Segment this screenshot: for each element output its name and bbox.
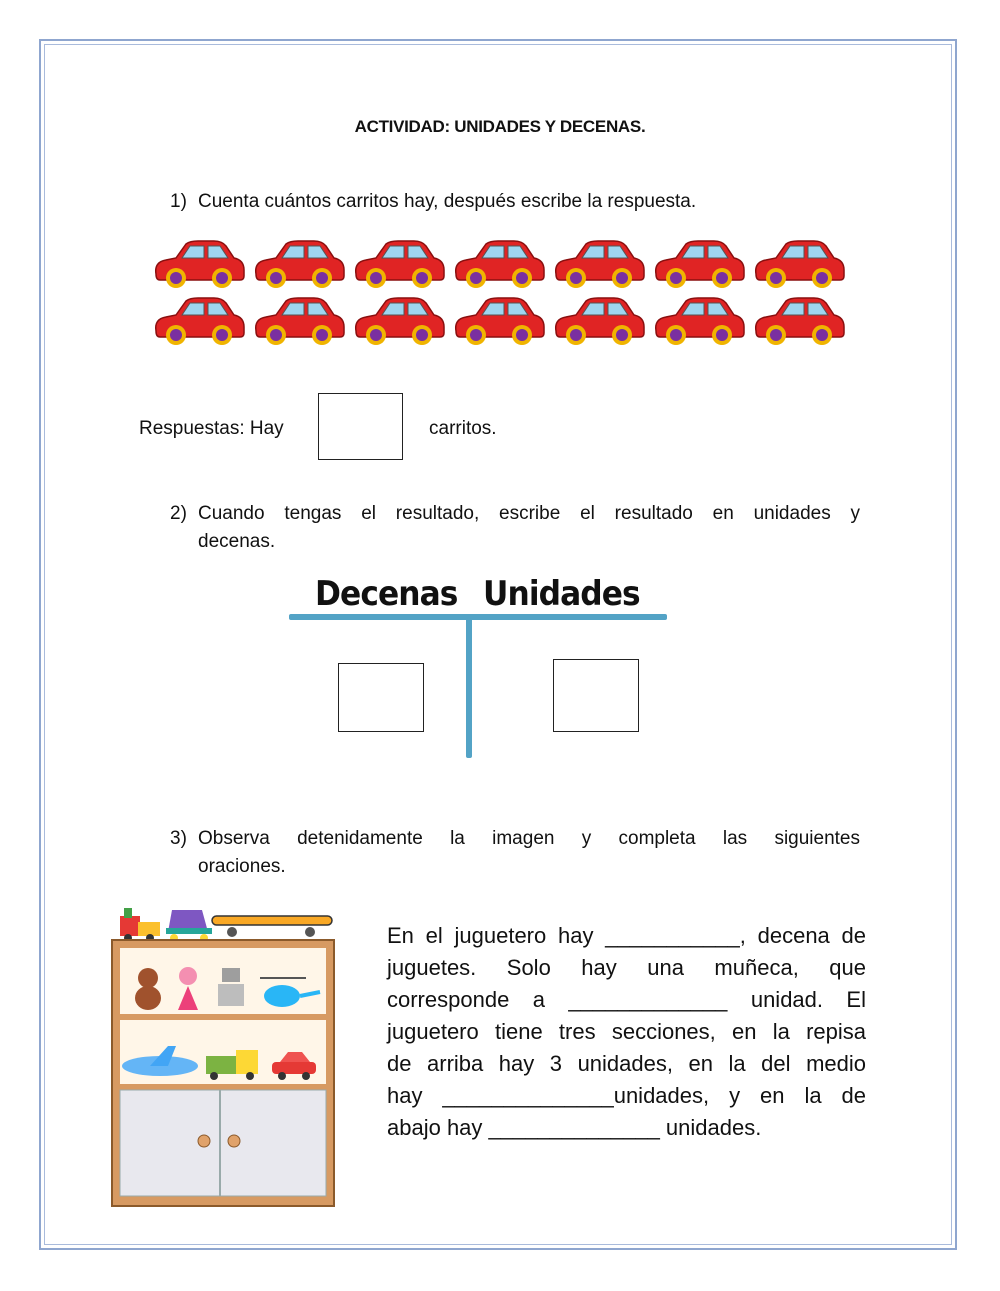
tens-answer-box[interactable] (338, 663, 424, 732)
car-icon (252, 240, 346, 290)
car-icon (252, 297, 346, 347)
answer-suffix: carritos. (429, 418, 497, 439)
paragraph-line-3: corresponde a _____________ unidad. El (387, 987, 866, 1012)
car-icon (352, 240, 446, 290)
answer-box[interactable] (318, 393, 403, 460)
car-icon (352, 297, 446, 347)
cars-illustration (152, 240, 852, 350)
tens-units-chart (285, 570, 675, 770)
car-icon (452, 240, 546, 290)
question-2-number: 2) (170, 503, 187, 524)
chart-horizontal-bar (289, 614, 667, 620)
question-3-line-2: oraciones. (198, 856, 286, 877)
toy-shelf-illustration (110, 898, 342, 1208)
car-icon (452, 297, 546, 347)
question-2-line-1: Cuando tengas el resultado, escribe el resultado en unidades y (198, 503, 860, 524)
car-icon (652, 297, 746, 347)
paragraph-line-7: abajo hay ______________ unidades. (387, 1115, 762, 1140)
question-1-number: 1) (170, 191, 187, 212)
car-icon (552, 240, 646, 290)
car-icon (752, 240, 846, 290)
paragraph-line-5: de arriba hay 3 unidades, en la del medio (387, 1051, 866, 1076)
car-icon (652, 240, 746, 290)
question-2-text (198, 500, 860, 556)
roller-skate-icon (166, 910, 212, 942)
activity-title: ACTIVIDAD: UNIDADES Y DECENAS. (354, 117, 646, 136)
question-3-line-1: Observa detenidamente la imagen y completa las siguientes (198, 828, 860, 849)
paragraph-line-4: juguetero tiene tres secciones, en la repisa (387, 1019, 866, 1044)
paragraph-line-2: juguetes. Solo hay una muñeca, que (387, 955, 866, 980)
fill-in-paragraph (387, 920, 866, 1144)
car-icon (752, 297, 846, 347)
car-icon (152, 240, 246, 290)
answer-label: Respuestas: Hay (139, 418, 284, 439)
paragraph-line-6: hay ______________unidades, y en la de (387, 1083, 866, 1108)
chart-vertical-bar (466, 618, 472, 758)
paragraph-line-1: En el juguetero hay ___________, decena de (387, 923, 866, 948)
question-2-line-2: decenas. (198, 531, 276, 552)
car-icon (152, 297, 246, 347)
units-label: Unidades (483, 574, 640, 614)
car-icon (552, 297, 646, 347)
tens-label: Decenas (315, 574, 458, 614)
units-answer-box[interactable] (553, 659, 639, 732)
question-3-number: 3) (170, 828, 187, 849)
question-3-text (198, 825, 860, 881)
skateboard-icon (212, 916, 332, 937)
toy-train-icon (120, 908, 160, 942)
question-1-text: Cuenta cuántos carritos hay, después escribe la respuesta. (198, 191, 697, 212)
